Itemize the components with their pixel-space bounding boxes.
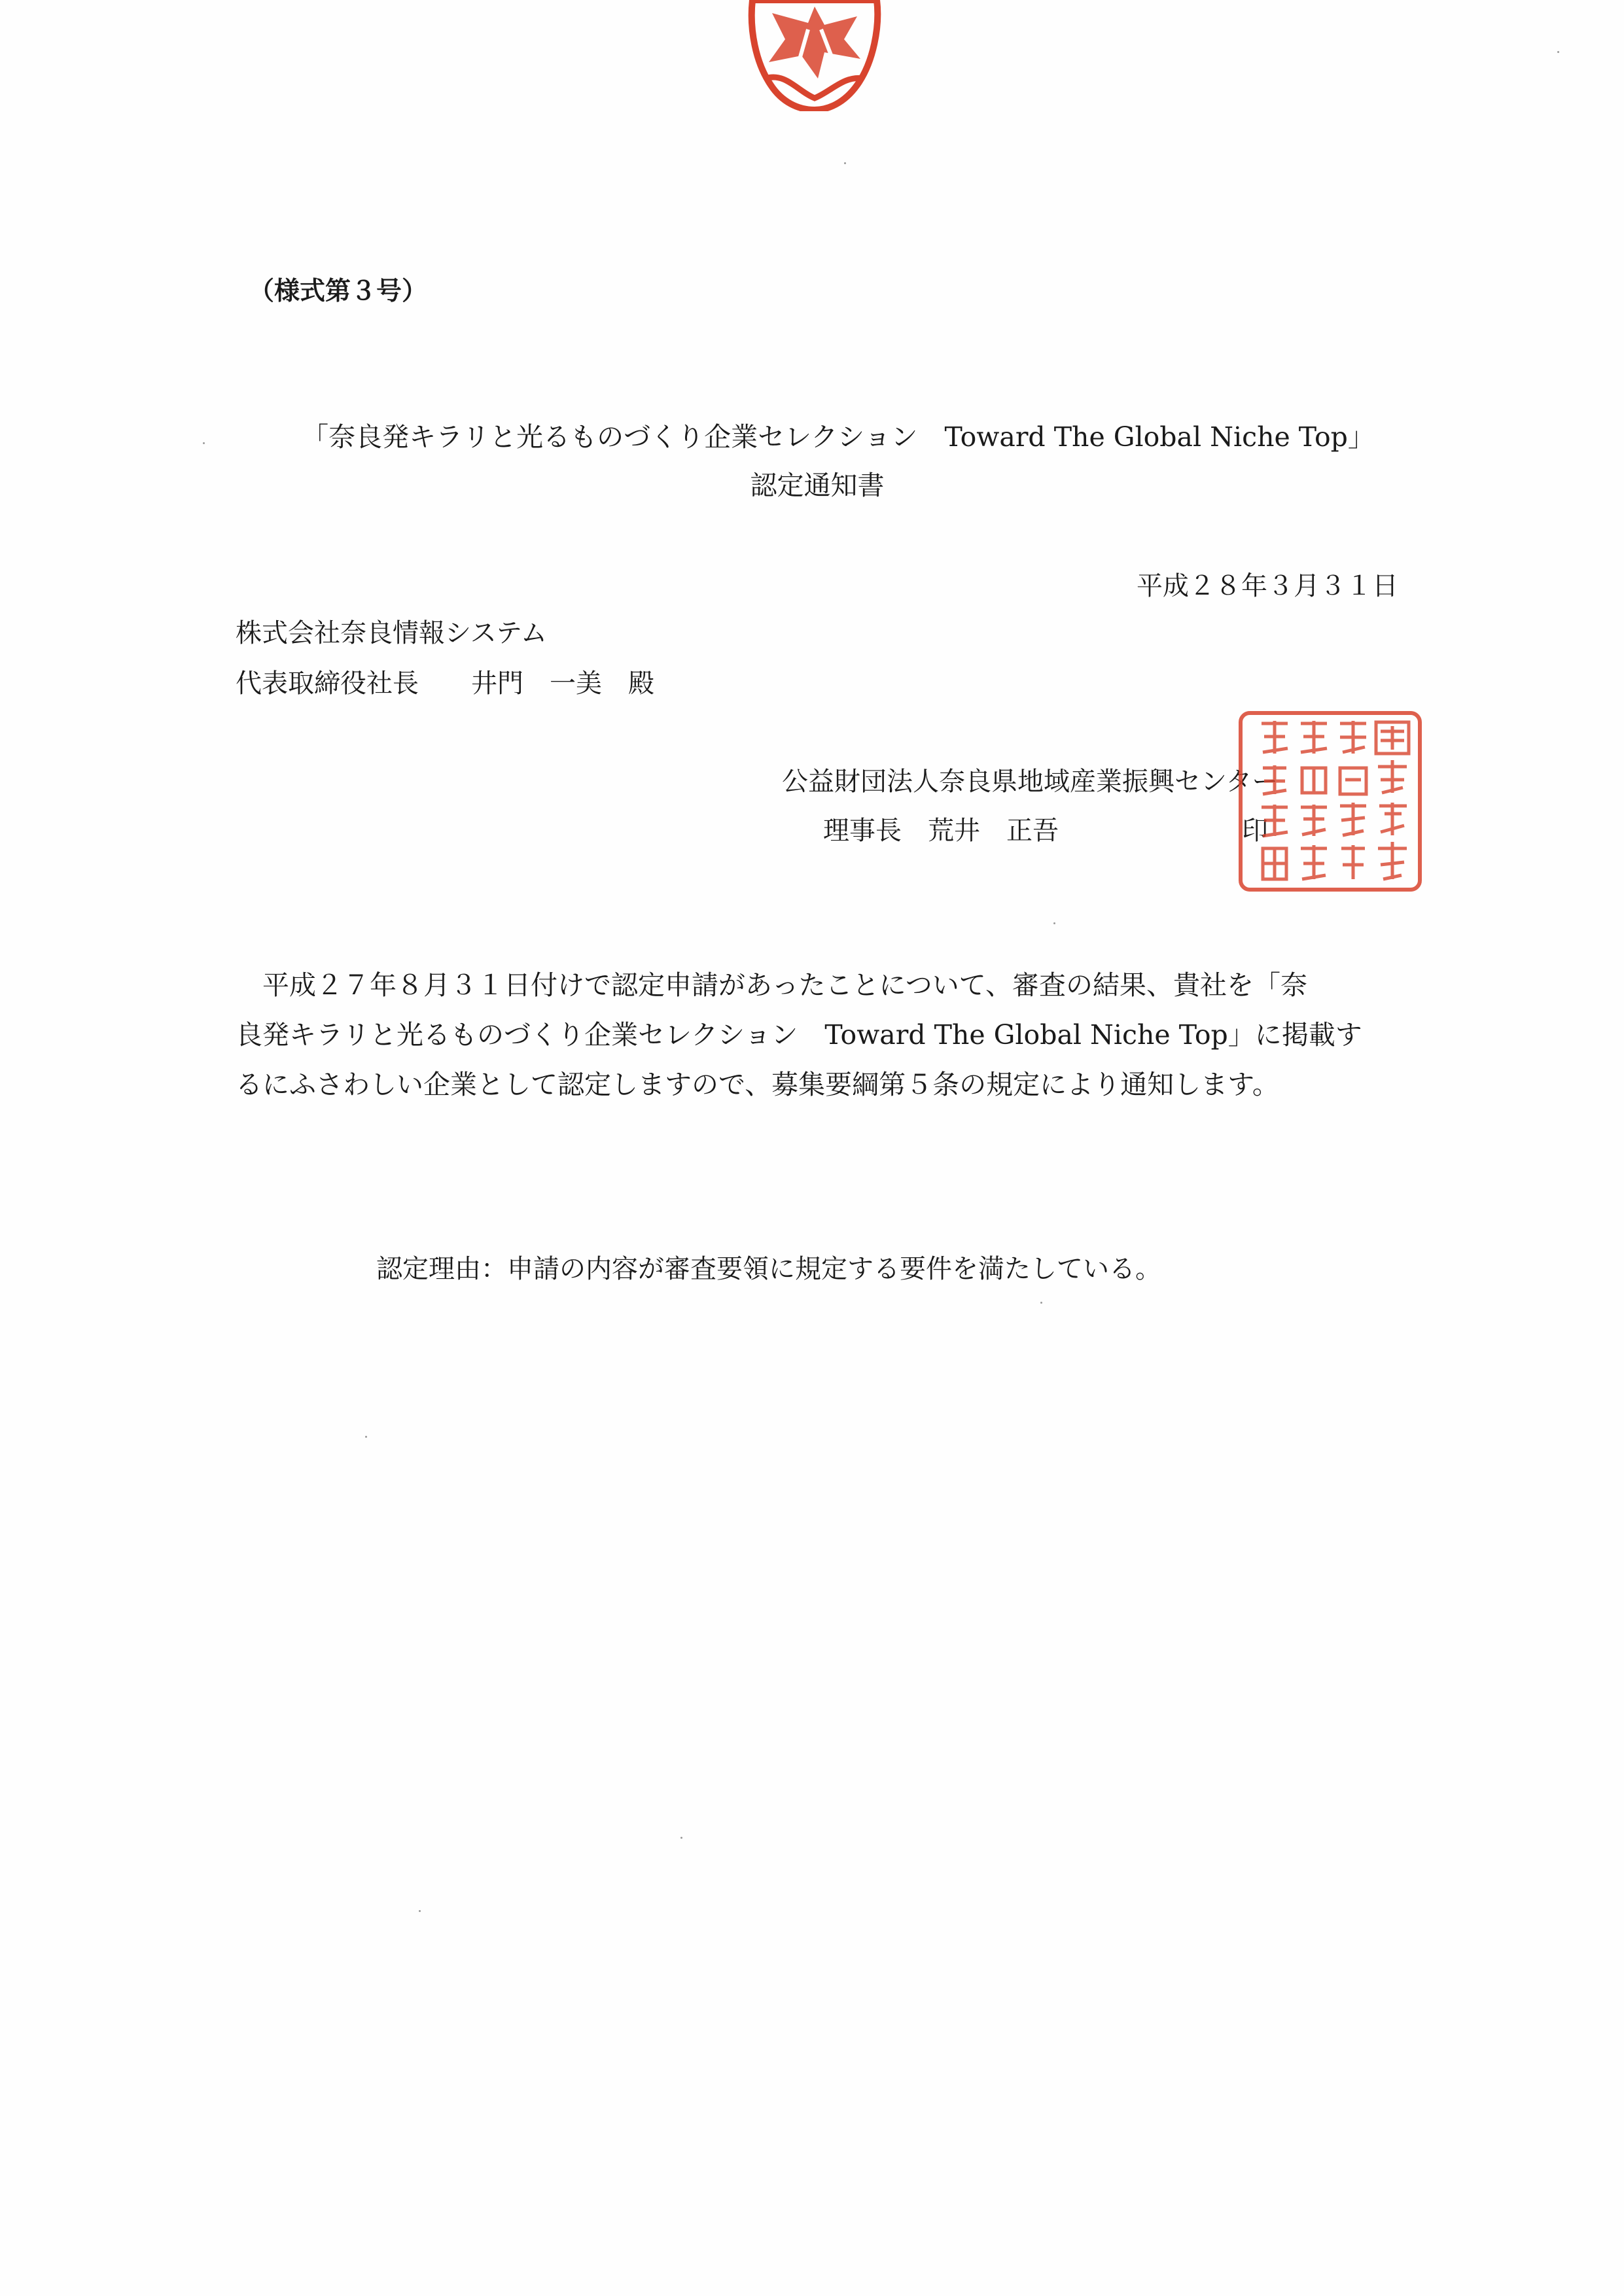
issuer-organization: 公益財団法人奈良県地域産業振興センター xyxy=(782,767,1279,797)
body-line: 良発キラリと光るものづくり企業セレクション Toward The Global Niche Top」に掲載す xyxy=(236,1019,1362,1051)
body-paragraph xyxy=(236,960,1400,1109)
top-red-seal-stamp xyxy=(746,0,883,111)
addressee-representative: 代表取締役社長 井門 一美 殿 xyxy=(236,669,654,699)
document-subtitle: 認定通知書 xyxy=(750,470,885,501)
scan-speck xyxy=(419,1910,421,1912)
official-square-seal-stamp xyxy=(1235,708,1425,895)
scan-speck xyxy=(365,1436,367,1438)
scan-speck xyxy=(844,162,846,164)
certification-reason: 認定理由：申請の内容が審査要領に規定する要件を満たしている。 xyxy=(376,1254,1161,1284)
scan-speck xyxy=(680,1837,682,1839)
body-line: 平成２７年８月３１日付けで認定申請があったことについて、審査の結果、貴社を「奈 xyxy=(236,969,1307,1001)
form-number: （様式第３号） xyxy=(249,277,428,306)
scan-speck xyxy=(203,442,205,444)
scan-speck xyxy=(1053,922,1055,924)
scan-speck xyxy=(1557,51,1559,53)
document-title: 「奈良発キラリと光るものづくり企業セレクション Toward The Global Niche Top」 xyxy=(302,421,1375,453)
addressee-company: 株式会社奈良情報システム xyxy=(236,618,547,648)
body-line: るにふさわしい企業として認定しますので、募集要綱第５条の規定により通知します。 xyxy=(236,1069,1279,1100)
issuer-representative: 理事長 荒井 正吾 印 xyxy=(823,816,1268,846)
issue-date: 平成２８年３月３１日 xyxy=(1137,571,1398,601)
scan-speck xyxy=(1040,1302,1042,1304)
